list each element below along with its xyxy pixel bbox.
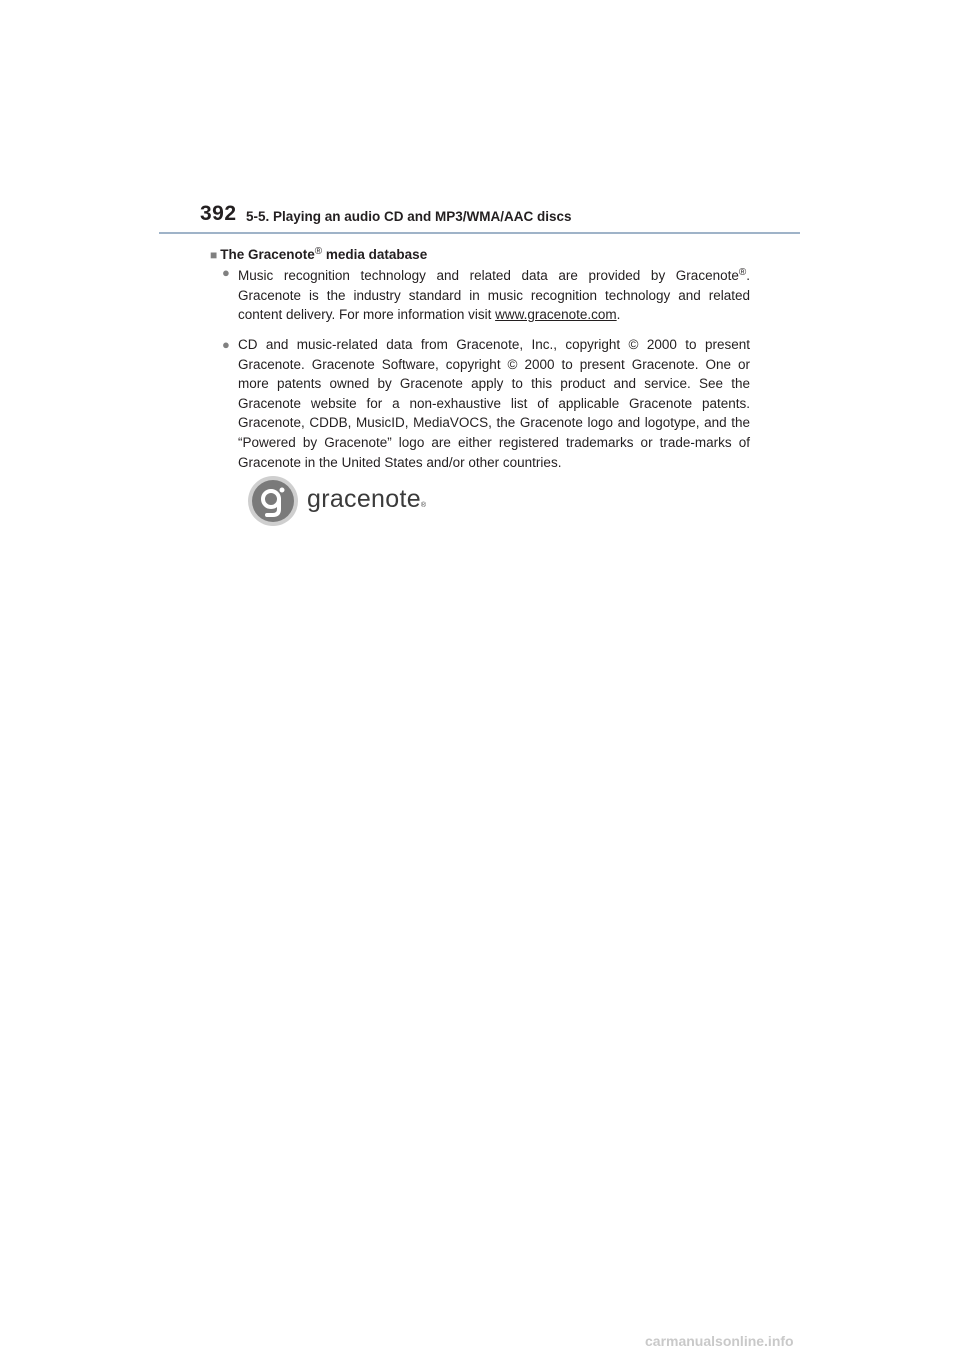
subheading xyxy=(210,246,427,262)
registered-mark: ® xyxy=(738,267,747,278)
page-number: 392 xyxy=(200,202,237,225)
wordmark-registered: ® xyxy=(420,502,427,509)
bullet-text xyxy=(238,263,750,325)
gracenote-logo xyxy=(247,475,447,527)
registered-mark: ® xyxy=(314,246,323,257)
bullet-text: CD and music-related data from Gracenote, Inc., copyright © 2000 to present Gracenote. Gracenote Software, copyright © 2000 to present Gracenote. One or more patents owned by Gracenote apply to this product and service. See the Gracenote website for a non-exhaustive list of applicable Gracenote patents. Gracenote, CDDB, MusicID, MediaVOCS, the Gracenote logo and logotype, and the “Powered by Gracenote” logo are either registered trademarks or trade-marks of Gracenote in the United States and/or other countries. xyxy=(238,337,750,470)
subheading-text-before: The Gracenote xyxy=(220,247,315,262)
bullet-dot-icon: ● xyxy=(222,337,230,352)
gracenote-wordmark xyxy=(307,485,426,514)
bullet-item-2 xyxy=(222,335,750,472)
bullet-item-1 xyxy=(222,263,750,325)
section-title: 5-5. Playing an audio CD and MP3/WMA/AAC discs xyxy=(246,209,572,224)
item-1-text-2: . Gracenote is the industry standard in music recognition technology and related content delivery. For more information visit xyxy=(238,268,750,323)
header-rule xyxy=(159,232,800,234)
gracenote-logo-icon xyxy=(247,475,299,527)
gracenote-link[interactable]: www.gracenote.com xyxy=(495,307,617,323)
item-1-text-3: . xyxy=(616,307,621,323)
subheading-text-after: media database xyxy=(322,247,428,262)
watermark: carmanualsonline.info xyxy=(645,1333,794,1349)
square-bullet-icon: ■ xyxy=(210,248,218,262)
item-1-text-1: Music recognition technology and related data are provided by Gracenote xyxy=(238,268,739,283)
wordmark-text: gracenote xyxy=(307,485,421,513)
bullet-dot-icon: ● xyxy=(222,265,230,280)
